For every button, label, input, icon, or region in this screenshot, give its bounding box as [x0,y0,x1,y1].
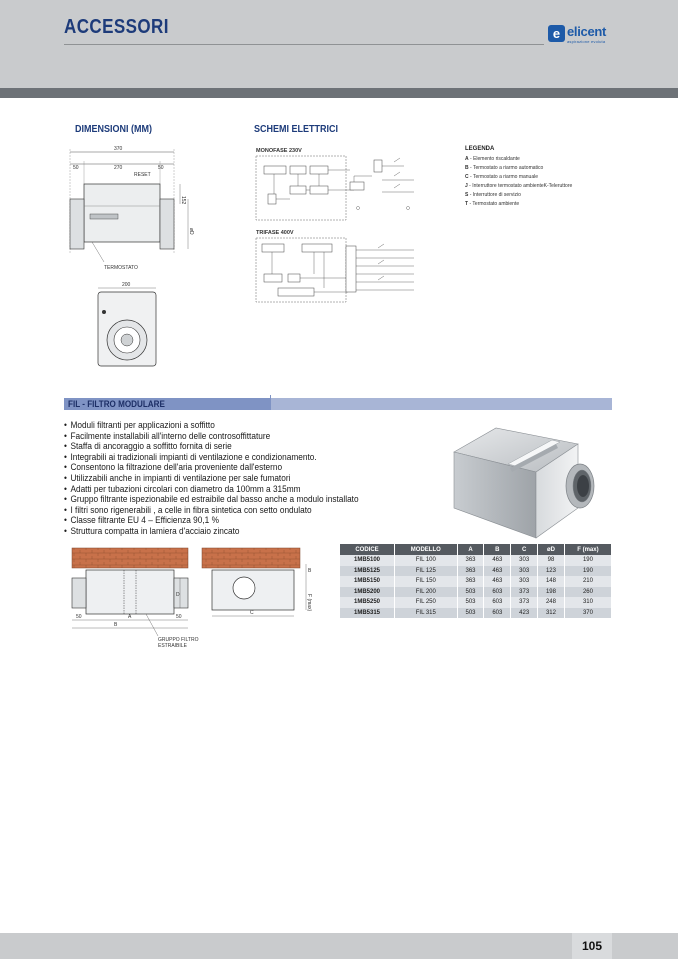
table-header: B [484,544,511,555]
table-cell: 210 [564,576,611,587]
table-cell: 463 [484,576,511,587]
table-cell: 423 [511,608,538,619]
list-item: • Integrabili ai tradizionali impianti di ventilazione e condizionamento. [64,452,414,463]
fil-dimensions-drawing [62,544,322,652]
dimensions-drawing [62,144,202,376]
fil-dim-right-50: 50 [176,614,182,620]
dim-total-width: 370 [114,146,123,152]
fil-feature-list [64,420,444,537]
table-cell: 303 [511,576,538,587]
dim-diameter: øD [188,228,194,235]
page-header [0,0,678,88]
table-cell: FIL 250 [395,597,458,608]
table-row [340,555,612,566]
table-row [340,597,612,608]
fil-product-photo [448,424,616,542]
table-cell: 503 [457,608,484,619]
table-header: CODICE [340,544,395,555]
table-cell: 148 [538,576,565,587]
table-cell: 503 [457,587,484,598]
list-item: • Consentono la filtrazione dell'aria proveniente dall'esterno [64,462,414,473]
page-number: 105 [572,933,612,959]
list-item: • Utilizzabili anche in impianti di ventilazione per sale fumatori [64,473,414,484]
header-divider [64,44,544,45]
table-row [340,587,612,598]
fil-section-rule [270,395,271,410]
fil-dim-fmax: F (max) [306,594,312,612]
legend-item: A - Elemento riscaldante [465,156,520,162]
dim-inner-width: 270 [114,165,123,171]
legend-item: B - Termostato a riarmo automatico [465,165,544,171]
table-cell: FIL 315 [395,608,458,619]
table-row [340,608,612,619]
fil-dim-a: A [128,614,132,620]
dim-right-offset: 50 [158,165,164,171]
table-cell: 463 [484,566,511,577]
page-title: ACCESSORI [64,16,169,38]
fil-dim-b2: B [308,568,312,574]
brand-logo [548,24,618,48]
table-cell: 312 [538,608,565,619]
list-item: • Adatti per tubazioni circolari con diametro da 100mm a 315mm [64,484,414,495]
table-header: øD [538,544,565,555]
fil-dim-b: B [114,622,118,628]
list-item: • Staffa di ancoraggio a soffitto fornita di serie [64,441,414,452]
table-cell: 603 [484,587,511,598]
table-cell: 503 [457,597,484,608]
dim-front-width: 200 [122,282,131,288]
fil-filter-caption-2: ESTRAIBILE [158,643,187,649]
legend-title: LEGENDA [465,146,495,152]
fil-filter-caption-1: GRUPPO FILTRO [158,637,199,643]
list-item: • Facilmente installabili all'interno delle controsoffittature [64,431,414,442]
table-cell: 1MB5150 [340,576,395,587]
logo-text: elicent [567,24,607,39]
table-header-row [340,544,612,555]
table-header: MODELLO [395,544,458,555]
list-item: • Gruppo filtrante ispezionabile ed estraibile dal basso anche a modulo installato [64,494,414,505]
legend [465,146,615,209]
table-cell: FIL 100 [395,555,458,566]
table-cell: FIL 125 [395,566,458,577]
table-row [340,576,612,587]
table-cell: 463 [484,555,511,566]
table-cell: 303 [511,566,538,577]
table-cell: 190 [564,566,611,577]
table-cell: 363 [457,566,484,577]
header-band [0,88,678,98]
schemes-title: SCHEMI ELETTRICI [254,124,339,135]
table-cell: 1MB5100 [340,555,395,566]
table-cell: 1MB5125 [340,566,395,577]
scheme-trifase-label: TRIFASE 400V [256,230,294,236]
scheme-monofase-label: MONOFASE 230V [256,148,302,154]
table-cell: 1MB5200 [340,587,395,598]
legend-item: S - Interruttore di servizio [465,192,521,198]
legend-item: C - Termostato a riarmo manuale [465,174,539,180]
table-cell: 370 [564,608,611,619]
table-cell: 303 [511,555,538,566]
fil-spec-table [340,544,612,618]
fil-section-title: FIL - FILTRO MODULARE [68,399,165,409]
table-cell: 1MB5315 [340,608,395,619]
table-header: F (max) [564,544,611,555]
table-header: C [511,544,538,555]
legend-item: T - Termostato ambiente [465,201,520,207]
table-cell: 1MB5250 [340,597,395,608]
dim-reset-label: RESET [134,172,151,178]
table-cell: 363 [457,555,484,566]
dim-height: 152 [180,196,186,205]
table-cell: 198 [538,587,565,598]
table-header: A [457,544,484,555]
table-cell: 373 [511,597,538,608]
table-cell: 603 [484,597,511,608]
dim-left-offset: 50 [73,165,79,171]
table-cell: 310 [564,597,611,608]
fil-dim-d: D [176,592,180,598]
table-cell: FIL 200 [395,587,458,598]
table-cell: FIL 150 [395,576,458,587]
list-item: • Struttura compatta in lamiera d'acciaio zincato [64,526,414,537]
fil-dim-c: C [250,610,254,616]
logo-mark-icon: e [548,25,565,42]
table-cell: 373 [511,587,538,598]
table-cell: 363 [457,576,484,587]
list-item: • Moduli filtranti per applicazioni a soffitto [64,420,414,431]
table-cell: 603 [484,608,511,619]
table-row [340,566,612,577]
table-cell: 248 [538,597,565,608]
dimensions-title: DIMENSIONI (MM) [75,124,152,135]
list-item: • Classe filtrante EU 4 – Efficienza 90,1 % [64,515,414,526]
electrical-schemes [254,146,424,306]
fil-dim-left-50: 50 [76,614,82,620]
list-item: • I filtri sono rigenerabili , a celle in fibra sintetica con setto ondulato [64,505,414,516]
table-cell: 190 [564,555,611,566]
dim-thermostat-label: TERMOSTATO [104,265,138,271]
table-cell: 98 [538,555,565,566]
logo-tagline: aspirazione evoluta [567,39,606,44]
table-cell: 123 [538,566,565,577]
legend-item: J - Interruttore termostato ambienteK-Teleruttore [465,183,573,189]
table-cell: 260 [564,587,611,598]
